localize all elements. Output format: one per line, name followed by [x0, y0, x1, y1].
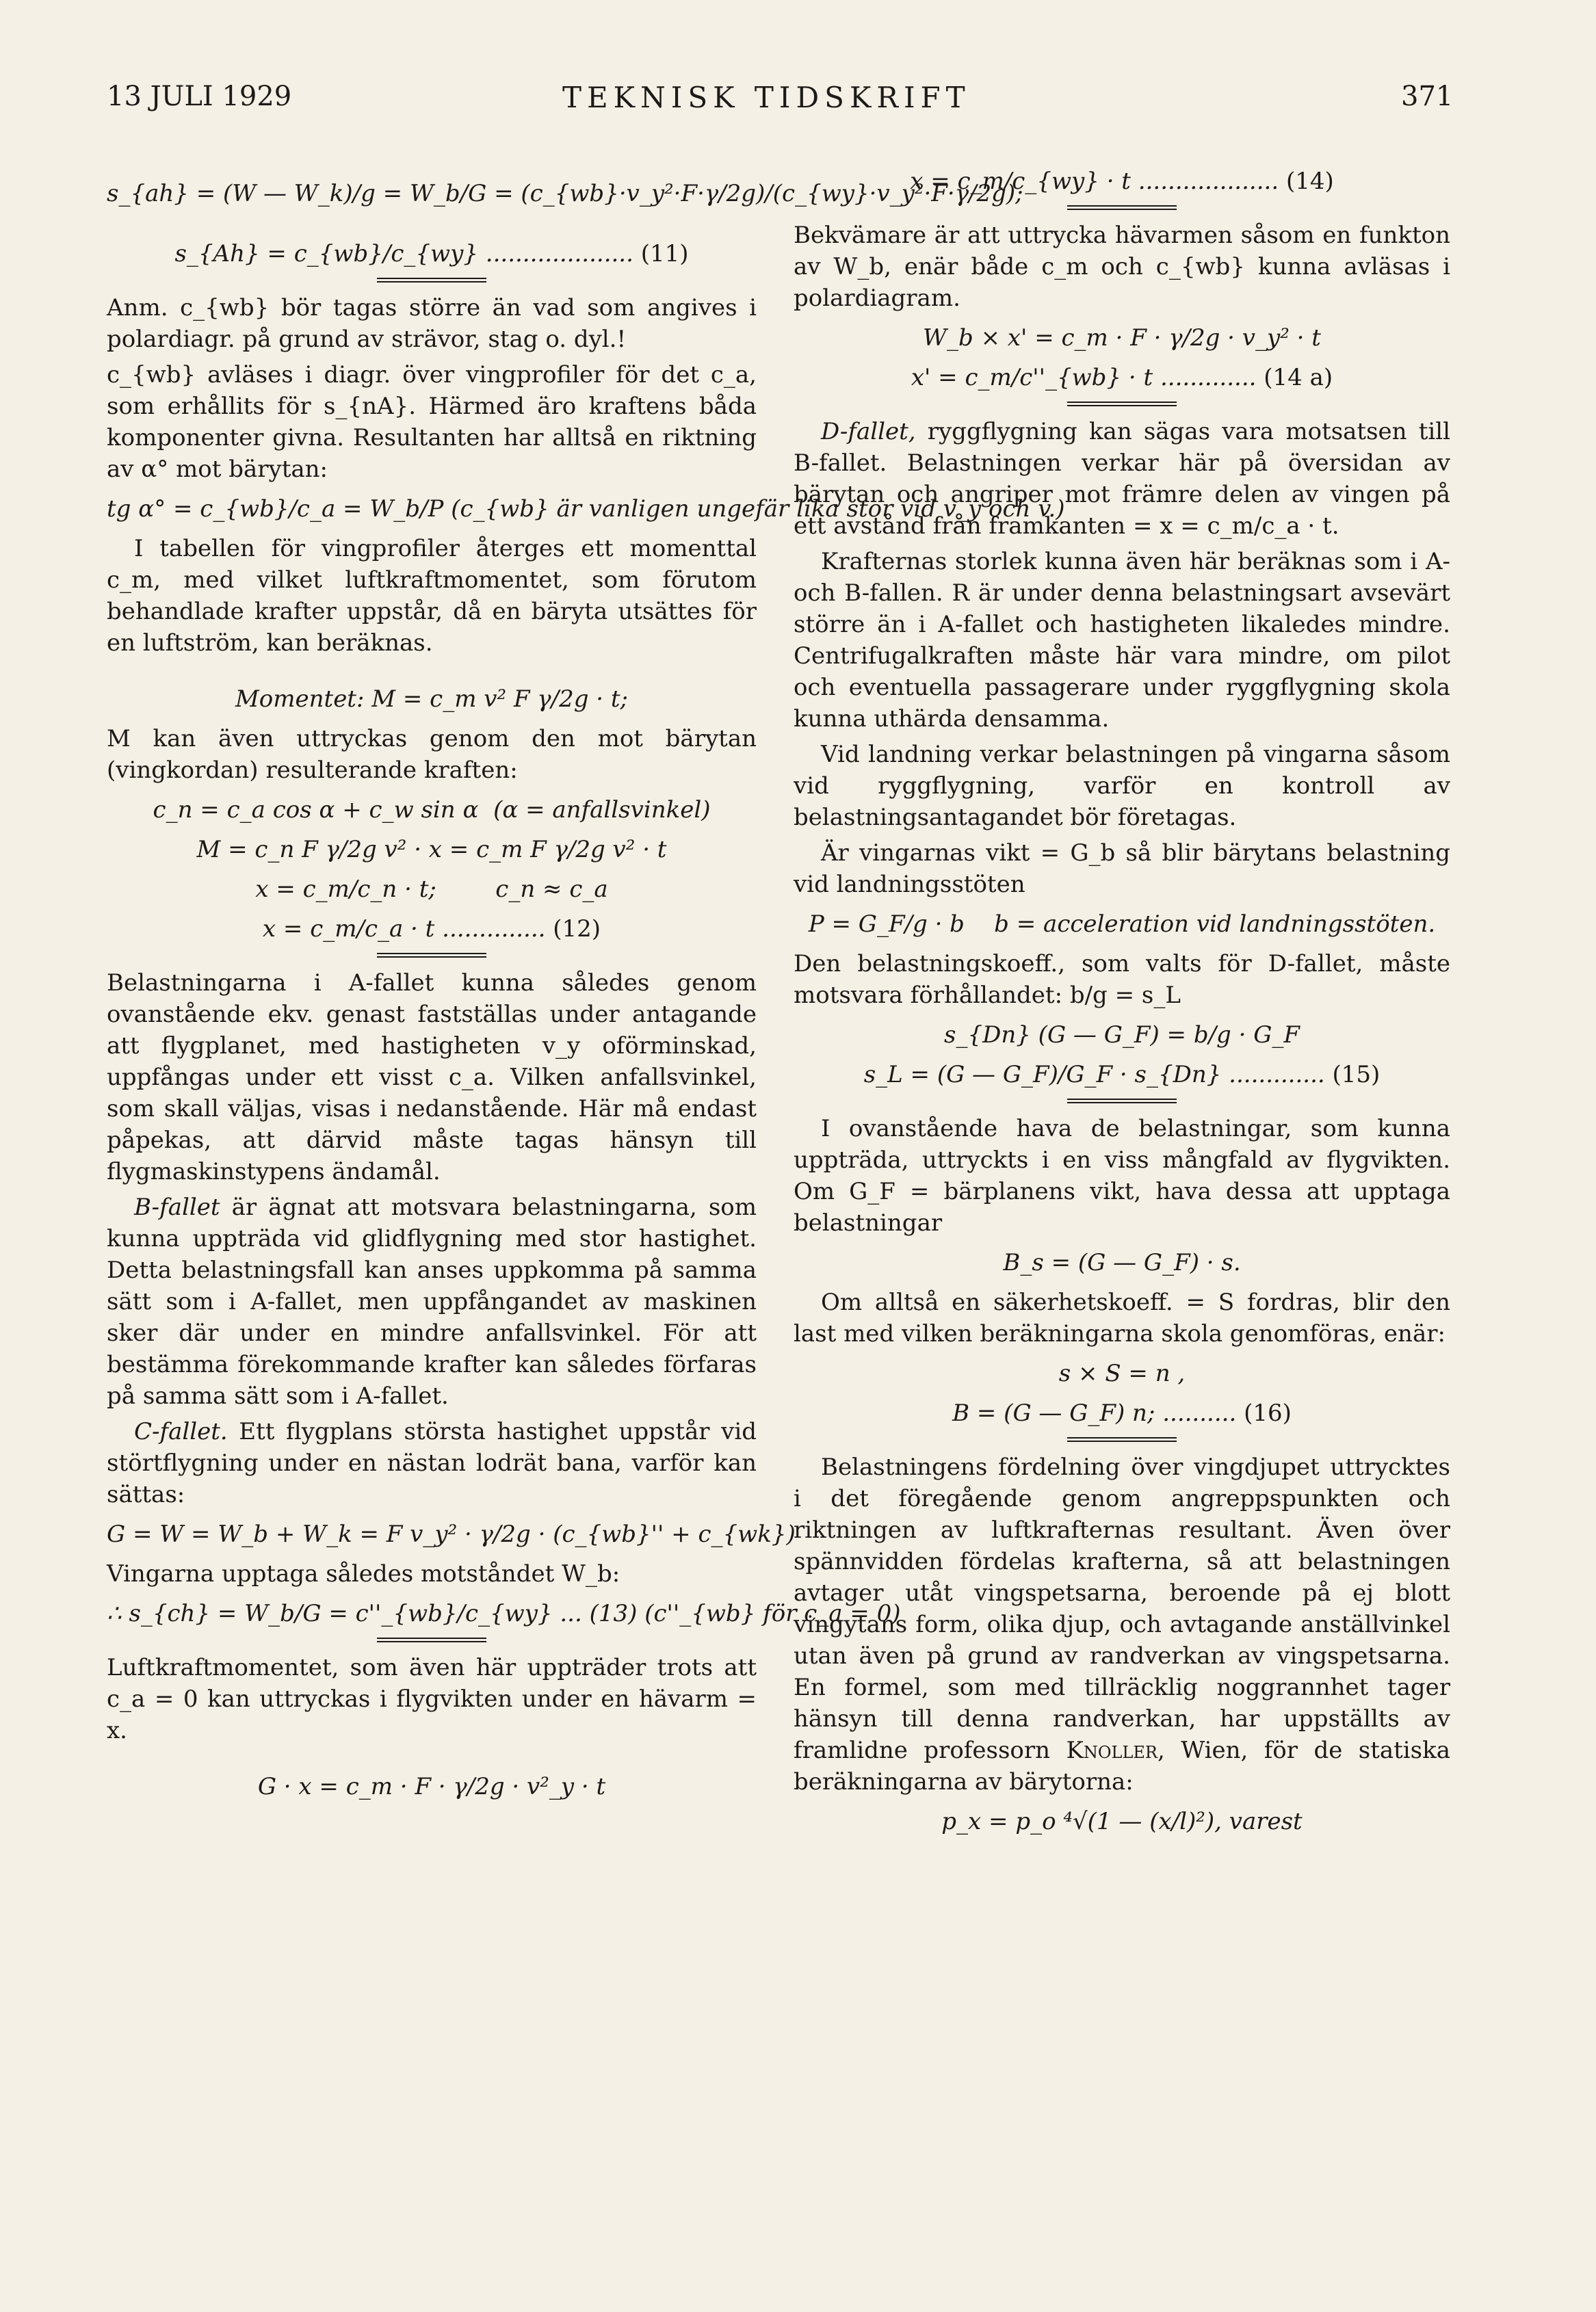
paragraph-cwb: c_{wb} avläses i diagr. över vingprofiler för det c_a, som erhållits för s_{nA}. Härmed äro kraftens båda komponenter givna. Resultanten har alltså en riktning av α° mot bärytan:	[107, 361, 757, 483]
equation-11-body: s_{Ah} = c_{wb}/c_{wy} ....................	[174, 240, 633, 267]
author-name-knoller: Knoller	[1066, 1737, 1157, 1764]
d-fallet-label: D-fallet,	[821, 418, 916, 445]
paragraph-ovanstaende: I ovanstående hava de belastningar, som kunna uppträda, uttryckts i en viss mångfald av flygvikten. Om G_F = bärplanens vikt, hava dessa att upptaga belastningar	[794, 1115, 1450, 1237]
fordelning-text-a: Belastningens fördelning över vingdjupet uttrycktes i det föregående genom angreppspunkten och riktningen av luftkrafternas resultant. Även över spännvidden fördelas krafterna, så att belastningen avtager utåt vingspetsarna, beroende på ej blott vingytans form, olika djup, och avtagande anställvinkel utan även på grund av randverkan av vingspetsarna. En formel, som med tillräcklig noggrannhet tager hänsyn till denna randverkan, har uppställts av framlidne professorn	[794, 1454, 1450, 1764]
header-page-number: 371	[1401, 81, 1454, 112]
equation-gx: G · x = c_m · F · γ/2g · v²_y · t	[257, 1773, 606, 1800]
equation-px: p_x = p_o ⁴√(1 — (x/l)²), varest	[941, 1808, 1303, 1835]
paragraph-koeff: Den belastningskoeff., som valts för D-fallet, måste motsvara förhållandet: b/g = s_L	[794, 950, 1450, 1009]
equation-12-number: (12)	[553, 915, 601, 943]
equation-14	[794, 166, 1450, 197]
equation-p: P = G_F/g · b b = acceleration vid landningsstöten.	[808, 910, 1436, 938]
equation-rule	[1067, 1099, 1177, 1103]
equation-g: G = W = W_b + W_k = F v_y² · γ/2g · (c_{wb}'' + c_{wk})	[107, 1521, 796, 1548]
c-fallet-text: Ett flygplans största hastighet uppstår vid störtflygning under en nästan lodrät bana, varför kan sättas:	[107, 1418, 757, 1508]
equation-13: ∴ s_{ch} = W_b/G = c''_{wb}/c_{wy} ... (13) (c''_{wb} för c_a = 0)	[107, 1600, 901, 1627]
b-fallet-label: B-fallet	[134, 1194, 220, 1221]
paragraph-m: M kan även uttryckas genom den mot bärytan (vingkordan) resulterande kraften:	[107, 725, 757, 784]
paragraph-fordelning	[794, 1451, 1450, 1798]
paragraph-luftkraftmomentet: Luftkraftmomentet, som även här uppträder trots att c_a = 0 kan uttryckas i flygvikten under en hävarm = x.	[107, 1654, 757, 1744]
equation-16-number: (16)	[1244, 1400, 1292, 1427]
equation-15-body: s_L = (G — G_F)/G_F · s_{Dn} .............	[863, 1061, 1325, 1088]
equation-16	[794, 1397, 1450, 1429]
equation-14a-number: (14 a)	[1264, 364, 1333, 391]
paragraph-tabellen: I tabellen för vingprofiler återges ett momenttal c_m, med vilket luftkraftmomentet, som förutom behandlade krafter uppstår, då en bäryta utsättes för en luftström, kan beräknas.	[107, 535, 757, 657]
paragraph-d-fallet	[794, 416, 1450, 542]
equation-11-number: (11)	[640, 240, 689, 267]
equation-x1: x = c_m/c_n · t; c_n ≈ c_a	[255, 876, 608, 903]
paragraph-bekvamare: Bekvämare är att uttrycka hävarmen såsom en funkton av W_b, enär både c_m och c_{wb} kunna avläsas i polardiagram.	[794, 222, 1450, 312]
paragraph-krafternas: Krafternas storlek kunna även här beräknas som i A- och B-fallen. R är under denna belastningsart avsevärt större än i A-fallet och hastigheten likaledes mindre. Centrifugalkraften måste här vara mindre, om pilot och eventuella passagerare under ryggflygning skola kunna uthärda densamma.	[794, 548, 1450, 733]
paragraph-b-fallet	[107, 1192, 757, 1412]
paragraph-vikt: Är vingarnas vikt = G_b så blir bärytans belastning vid landningsstöten	[794, 839, 1450, 898]
paragraph-landning: Vid landning verkar belastningen på vingarna såsom vid ryggflygning, varför en kontroll av belastningsantagandet bör företagas.	[794, 741, 1450, 831]
equation-ss: s × S = n ,	[1058, 1360, 1186, 1387]
equation-16-body: B = (G — G_F) n; ..........	[952, 1400, 1237, 1427]
equation-cn: c_n = c_a cos α + c_w sin α (α = anfallsvinkel)	[153, 796, 711, 824]
d-fallet-text: ryggflygning kan sägas vara motsatsen till B-fallet. Belastningen verkar här på översidan av bärytan och angriper mot främre delen av vingen på ett avstånd från framkanten = x = c_m/c_a · t.	[794, 418, 1450, 540]
right-column	[794, 157, 1450, 1845]
fordelning-text-b: , Wien, för de statiska beräkningarna av bärytorna:	[794, 1737, 1450, 1796]
equation-rule	[377, 1638, 486, 1642]
equation-11	[107, 238, 757, 270]
paragraph-belastningarna: Belastningarna i A-fallet kunna således genom ovanstående ekv. genast fastställas under antagande att flygplanet, med hastigheten v_y oförminskad, uppfångas under ett visst c_a. Vilken anfallsvinkel, som skall väljas, visas i nedanstående. Här må endast påpekas, att därvid måste tagas hänsyn till flygmaskinstypens ändamål.	[107, 969, 757, 1185]
equation-rule	[377, 278, 486, 283]
equation-14a-body: x' = c_m/c''_{wb} · t .............	[911, 364, 1257, 391]
header-journal: TEKNISK TIDSKRIFT	[562, 81, 971, 114]
equation-rule	[1067, 402, 1177, 406]
paragraph-vingarna: Vingarna upptaga således motståndet W_b:	[107, 1560, 620, 1588]
equation-15	[794, 1059, 1450, 1090]
equation-sd: s_{Dn} (G — G_F) = b/g · G_F	[944, 1021, 1300, 1049]
paragraph-anm: Anm. c_{wb} bör tagas större än vad som angives i polardiagr. på grund av strävor, stag o. dyl.!	[107, 294, 757, 353]
equation-bs: B_s = (G — G_F) · s.	[1003, 1249, 1241, 1276]
equation-14-body: x = c_m/c_{wy} · t ...................	[910, 168, 1279, 195]
equation-12-body: x = c_m/c_a · t ..............	[262, 915, 546, 943]
equation-12	[107, 913, 757, 945]
c-fallet-label: C-fallet.	[134, 1418, 228, 1445]
equation-rule	[1067, 1437, 1177, 1442]
equation-tg-alpha: tg α° = c_{wb}/c_a = W_b/P (c_{wb} är vanligen ungefär lika stor vid v_y och v.)	[107, 495, 1065, 523]
equation-rule	[1067, 205, 1177, 210]
equation-momentet: Momentet: M = c_m v² F γ/2g · t;	[235, 685, 628, 713]
paragraph-om-alltsa: Om alltså en säkerhetskoeff. = S fordras, blir den last med vilken beräkningarna skola genomföras, enär:	[794, 1289, 1450, 1348]
equation-wb: W_b × x' = c_m · F · γ/2g · v_y² · t	[923, 324, 1321, 352]
equation-15-number: (15)	[1332, 1061, 1381, 1088]
equation-rule	[377, 953, 486, 958]
equation-14-number: (14)	[1285, 168, 1334, 195]
paragraph-c-fallet	[107, 1416, 757, 1510]
equation-sah: s_{ah} = (W — W_k)/g = W_b/G = (c_{wb}·v_y²·F·γ/2g)/(c_{wy}·v_y²·F·γ/2g);	[107, 180, 1023, 207]
equation-m2: M = c_n F γ/2g v² · x = c_m F γ/2g v² · t	[196, 836, 667, 863]
equation-14a	[794, 362, 1450, 393]
b-fallet-text: är ägnat att motsvara belastningarna, som kunna uppträda vid glidflygning med stor hastighet. Detta belastningsfall kan anses uppkomma på samma sätt som i A-fallet, men uppfångandet av maskinen sker där under en mindre anfallsvinkel. För att bestämma förekommande krafter kan således förfaras på samma sätt som i A-fallet.	[107, 1194, 757, 1410]
header-date: 13 JULI 1929	[107, 81, 292, 112]
